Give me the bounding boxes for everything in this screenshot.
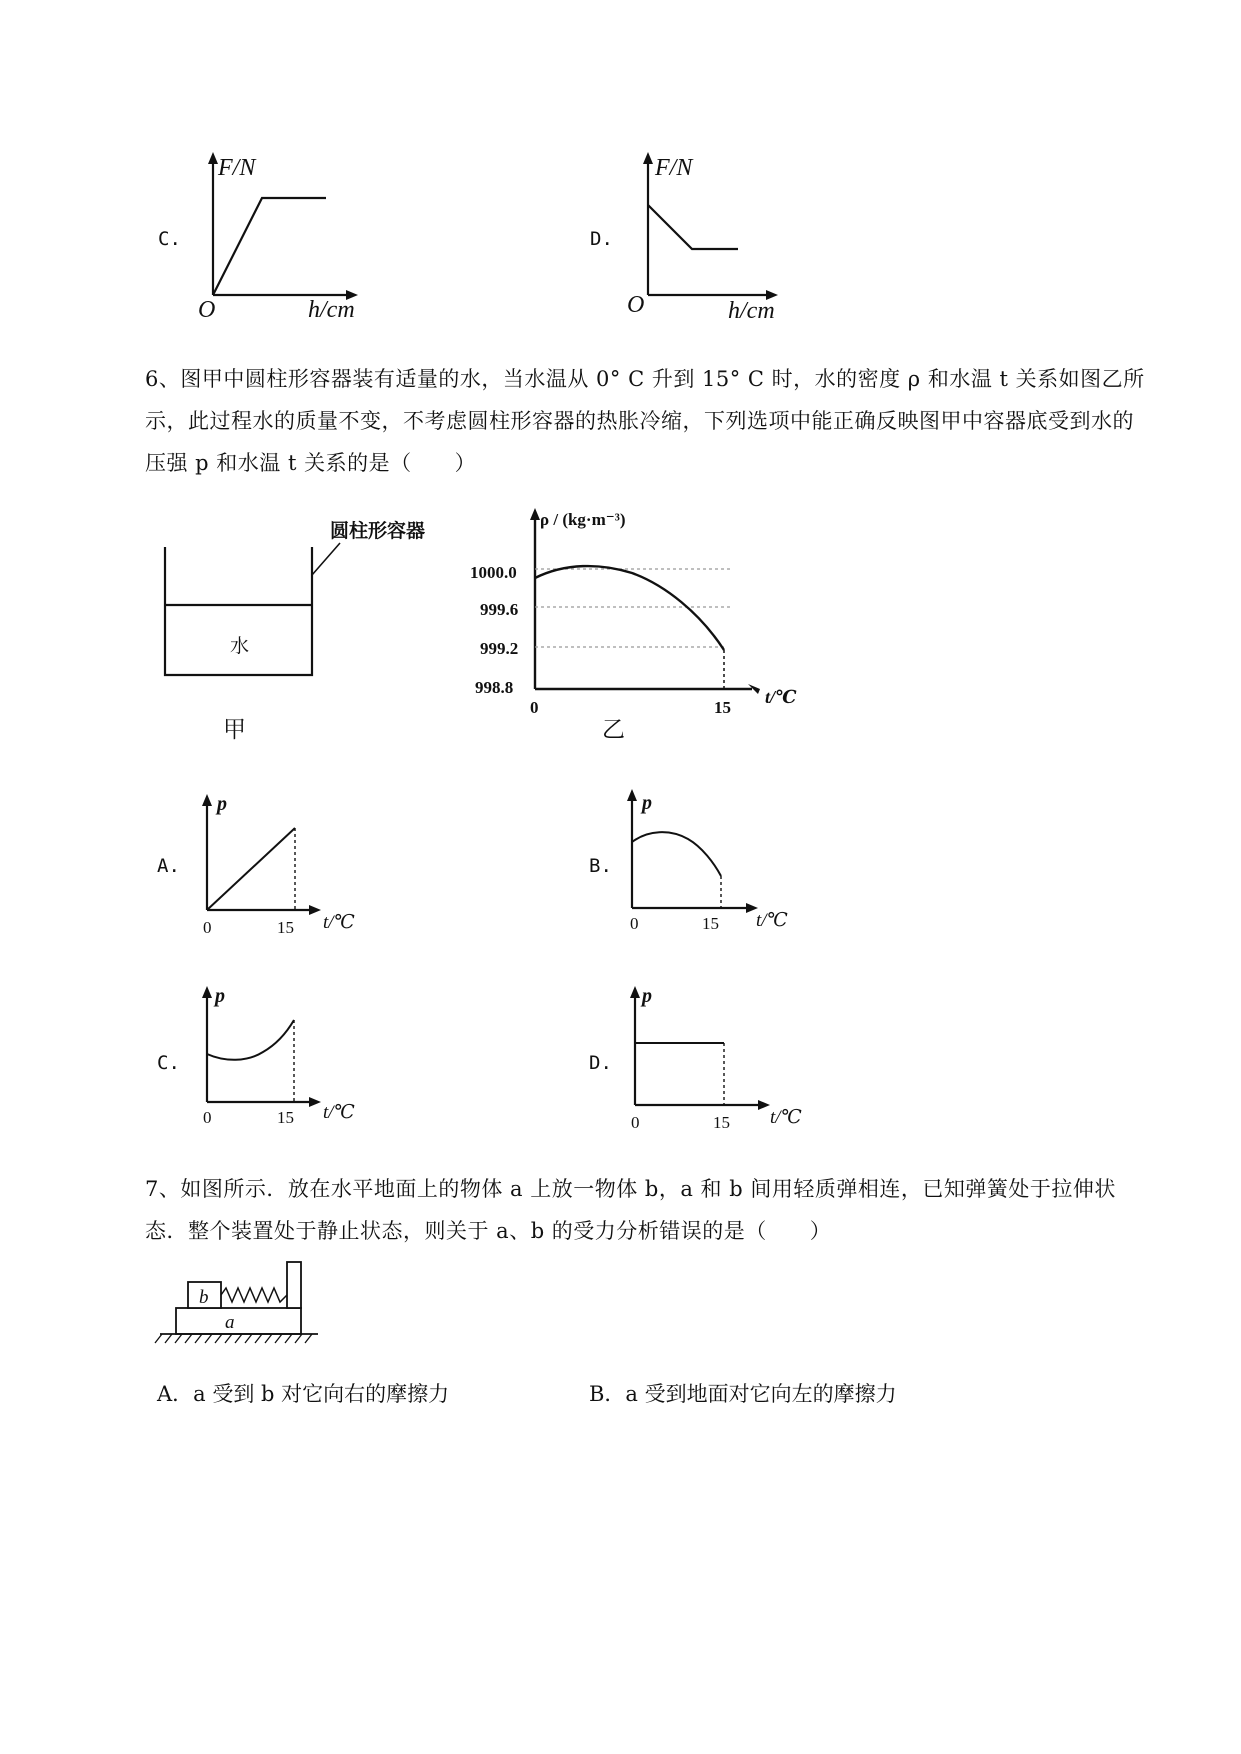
q5-graph-c — [190, 150, 380, 325]
y-axis-label: p — [642, 985, 652, 1007]
container-label: 圆柱形容器 — [330, 521, 426, 542]
q6-graph-d — [610, 982, 810, 1137]
x-axis-label: h/cm — [728, 298, 775, 324]
q5-option-d-label: D. — [590, 228, 613, 250]
q6-option-a-label: A. — [157, 855, 180, 877]
q7-option-a: A．a 受到 b 对它向右的摩擦力 — [157, 1382, 450, 1406]
figure-yi-density-chart — [460, 505, 800, 750]
x-axis-label: t/℃ — [323, 1102, 355, 1123]
q7-spring-blocks-figure — [170, 1250, 360, 1365]
x-tick-0: 0 — [530, 698, 539, 717]
x-tick-15: 15 — [277, 918, 294, 937]
q6-graph-b — [610, 785, 800, 935]
q6-graph-c — [185, 982, 375, 1132]
block-b-label: b — [199, 1287, 209, 1308]
x-axis-label: t/℃ — [765, 687, 797, 707]
y-axis-label: F/N — [655, 155, 693, 181]
y-tick-999.6: 999.6 — [480, 600, 519, 619]
y-tick-998.8: 998.8 — [475, 678, 514, 697]
x-tick-15: 15 — [702, 914, 719, 933]
q6-graph-a — [185, 790, 375, 940]
x-tick-15: 15 — [714, 698, 731, 717]
block-a-label: a — [225, 1312, 235, 1333]
q7-option-b: B．a 受到地面对它向左的摩擦力 — [589, 1382, 897, 1406]
q6-option-d-label: D. — [589, 1052, 612, 1074]
q6-option-c-label: C. — [157, 1052, 180, 1074]
caption-jia: 甲 — [223, 717, 246, 742]
q5-option-c-label: C. — [158, 228, 181, 250]
y-axis-label: ρ / (kg·m⁻³) — [540, 510, 626, 529]
water-label: 水 — [230, 636, 250, 657]
origin-label: O — [198, 297, 216, 323]
x-axis-label: h/cm — [308, 297, 355, 323]
x-tick-0: 0 — [203, 1108, 212, 1127]
x-axis-label: t/℃ — [323, 912, 355, 933]
caption-yi: 乙 — [602, 717, 625, 742]
y-tick-1000.0: 1000.0 — [470, 563, 517, 582]
x-tick-15: 15 — [713, 1113, 730, 1132]
figure-jia-container — [150, 515, 450, 745]
x-tick-15: 15 — [277, 1108, 294, 1127]
q5-graph-d — [625, 150, 815, 330]
question-6-text: 6、图甲中圆柱形容器装有适量的水，当水温从 0° C 升到 15° C 时，水的密度 ρ 和水温 t 关系如图乙所示，此过程水的质量不变，不考虑圆柱形容器的热胀冷缩，下列选项中能正确反映图甲中容器底受到水的压强 p 和水温 t 关系的是（ ） — [145, 367, 1145, 475]
q6-option-b-label: B. — [589, 855, 612, 877]
x-tick-0: 0 — [630, 914, 639, 933]
x-axis-label: t/℃ — [756, 910, 788, 931]
x-axis-label: t/℃ — [770, 1107, 802, 1128]
x-tick-0: 0 — [631, 1113, 640, 1132]
y-axis-label: F/N — [218, 155, 256, 181]
y-axis-label: p — [217, 793, 227, 815]
x-tick-0: 0 — [203, 918, 212, 937]
question-7-text: 7、如图所示．放在水平地面上的物体 a 上放一物体 b，a 和 b 间用轻质弹相连，已知弹簧处于拉伸状态．整个装置处于静止状态，则关于 a、b 的受力分析错误的是（ ） — [145, 1177, 1116, 1243]
y-tick-999.2: 999.2 — [480, 639, 519, 658]
y-axis-label: p — [642, 792, 652, 814]
origin-label: O — [627, 292, 645, 318]
y-axis-label: p — [215, 985, 225, 1007]
